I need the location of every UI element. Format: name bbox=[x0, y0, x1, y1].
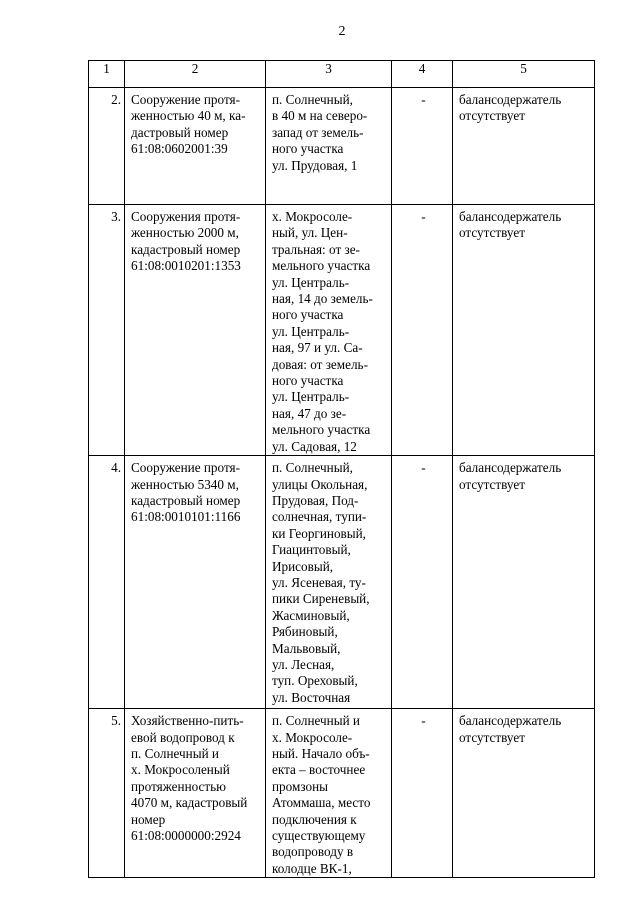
registry-table bbox=[88, 60, 595, 878]
address-line: ная, 97 и ул. Са- bbox=[272, 340, 363, 356]
object-name-line: кадастровый номер bbox=[131, 492, 241, 508]
object-name-line: п. Солнечный и bbox=[131, 745, 219, 761]
holder-cell bbox=[453, 456, 595, 709]
col4-cell: - bbox=[392, 88, 453, 205]
header-cell-3: 3 bbox=[266, 61, 392, 88]
object-name-cell bbox=[125, 88, 266, 205]
holder-line: балансодержатель bbox=[459, 460, 562, 476]
address-line: ул. Централь- bbox=[272, 323, 350, 339]
address-line: довая: от земель- bbox=[272, 356, 368, 372]
address-line: в 40 м на северо- bbox=[272, 108, 368, 124]
address-line: ный. Начало объ- bbox=[272, 745, 370, 761]
address-line: колодце ВК-1, bbox=[272, 860, 352, 876]
address-line: Атоммаша, место bbox=[272, 795, 371, 811]
address-line: ного участка bbox=[272, 373, 344, 389]
holder-line: отсутствует bbox=[459, 729, 525, 745]
holder-line: отсутствует bbox=[459, 476, 525, 492]
object-name-line: 61:08:0000000:2924 bbox=[131, 827, 241, 843]
address-line: туп. Ореховый, bbox=[272, 673, 358, 689]
object-name-cell bbox=[125, 205, 266, 456]
row-number-cell: 2. bbox=[89, 88, 125, 205]
address-line: солнечная, тупи- bbox=[272, 509, 367, 525]
object-name-line: дастровый номер bbox=[131, 124, 229, 140]
object-name-line: Сооружение протя- bbox=[131, 460, 240, 476]
holder-cell bbox=[453, 709, 595, 878]
header-cell-2: 2 bbox=[125, 61, 266, 88]
address-line: Мальвовый, bbox=[272, 640, 341, 656]
col4-cell: - bbox=[392, 205, 453, 456]
table-row bbox=[89, 709, 595, 878]
address-line: подключения к bbox=[272, 811, 357, 827]
address-line: ная, 14 до земель- bbox=[272, 291, 373, 307]
object-name-line: номер bbox=[131, 811, 166, 827]
address-line: мельного участка bbox=[272, 422, 371, 438]
object-name-line: Сооружение протя- bbox=[131, 92, 240, 107]
address-line: ул. Лесная, bbox=[272, 656, 335, 672]
col4-cell: - bbox=[392, 709, 453, 878]
object-name-line: Хозяйственно-пить- bbox=[131, 713, 244, 729]
object-name-line: протяженностью bbox=[131, 778, 227, 794]
address-cell bbox=[266, 205, 392, 456]
address-line: Рябиновый, bbox=[272, 624, 338, 640]
row-number-cell: 5. bbox=[89, 709, 125, 878]
address-line: х. Мокросоле- bbox=[272, 209, 353, 224]
address-line: Ирисовый, bbox=[272, 558, 334, 574]
object-name-line: женностью 40 м, ка- bbox=[131, 108, 246, 124]
address-line: ного участка bbox=[272, 307, 344, 323]
table-row bbox=[89, 88, 595, 205]
address-line: ки Георгиновый, bbox=[272, 525, 366, 541]
holder-line: отсутствует bbox=[459, 225, 525, 241]
address-line: ного участка bbox=[272, 141, 344, 157]
holder-line: отсутствует bbox=[459, 108, 525, 124]
address-line: ул. Ясеневая, ту- bbox=[272, 574, 366, 590]
table-row bbox=[89, 456, 595, 709]
object-name-line: кадастровый номер bbox=[131, 241, 241, 257]
address-line: улицы Окольная, bbox=[272, 476, 368, 492]
header-cell-4: 4 bbox=[392, 61, 453, 88]
address-line: промзоны bbox=[272, 778, 328, 794]
address-line: водопроводу в bbox=[272, 844, 354, 860]
holder-cell bbox=[453, 205, 595, 456]
address-line: ный, ул. Цен- bbox=[272, 225, 348, 241]
row-number-cell: 3. bbox=[89, 205, 125, 456]
address-line: ул. Прудовая, 1 bbox=[272, 157, 358, 173]
row-number-cell: 4. bbox=[89, 456, 125, 709]
address-line: х. Мокросоле- bbox=[272, 729, 353, 745]
address-line: ул. Садовая, 12 bbox=[272, 438, 357, 454]
object-name-line: женностью 2000 м, bbox=[131, 225, 239, 241]
holder-cell bbox=[453, 88, 595, 205]
object-name-cell bbox=[125, 709, 266, 878]
address-line: п. Солнечный и bbox=[272, 713, 360, 729]
table-header-row bbox=[89, 61, 595, 88]
object-name-cell bbox=[125, 456, 266, 709]
address-line: ная, 47 до зе- bbox=[272, 405, 347, 421]
address-line: Гиацинтовый, bbox=[272, 542, 351, 558]
address-line: ул. Централь- bbox=[272, 274, 350, 290]
address-line: п. Солнечный, bbox=[272, 92, 353, 107]
address-line: запад от земель- bbox=[272, 124, 364, 140]
address-cell bbox=[266, 709, 392, 878]
address-line: п. Солнечный, bbox=[272, 460, 353, 476]
address-line: Прудовая, Под- bbox=[272, 492, 359, 508]
holder-line: балансодержатель bbox=[459, 713, 562, 729]
page-number: 2 bbox=[338, 24, 346, 39]
header-cell-5: 5 bbox=[453, 61, 595, 88]
address-line: екта – восточнее bbox=[272, 762, 366, 778]
header-cell-1: 1 bbox=[89, 61, 125, 88]
address-line: существующему bbox=[272, 827, 366, 843]
address-line: Жасминовый, bbox=[272, 607, 350, 623]
address-line: пики Сиреневый, bbox=[272, 591, 370, 607]
holder-line: балансодержатель bbox=[459, 209, 562, 224]
object-name-line: Сооружения протя- bbox=[131, 209, 241, 224]
table-row bbox=[89, 205, 595, 456]
holder-line: балансодержатель bbox=[459, 92, 562, 107]
object-name-line: женностью 5340 м, bbox=[131, 476, 239, 492]
col4-cell: - bbox=[392, 456, 453, 709]
object-name-line: 61:08:0010201:1353 bbox=[131, 258, 241, 274]
address-cell bbox=[266, 88, 392, 205]
address-line: тральная: от зе- bbox=[272, 241, 360, 257]
object-name-line: 4070 м, кадастровый bbox=[131, 795, 248, 811]
address-line: мельного участка bbox=[272, 258, 371, 274]
object-name-line: 61:08:0602001:39 bbox=[131, 141, 228, 157]
object-name-line: евой водопровод к bbox=[131, 729, 235, 745]
object-name-line: 61:08:0010101:1166 bbox=[131, 509, 241, 525]
address-line: ул. Централь- bbox=[272, 389, 350, 405]
address-cell bbox=[266, 456, 392, 709]
address-line: ул. Восточная bbox=[272, 689, 351, 705]
object-name-line: х. Мокросоленый bbox=[131, 762, 230, 778]
